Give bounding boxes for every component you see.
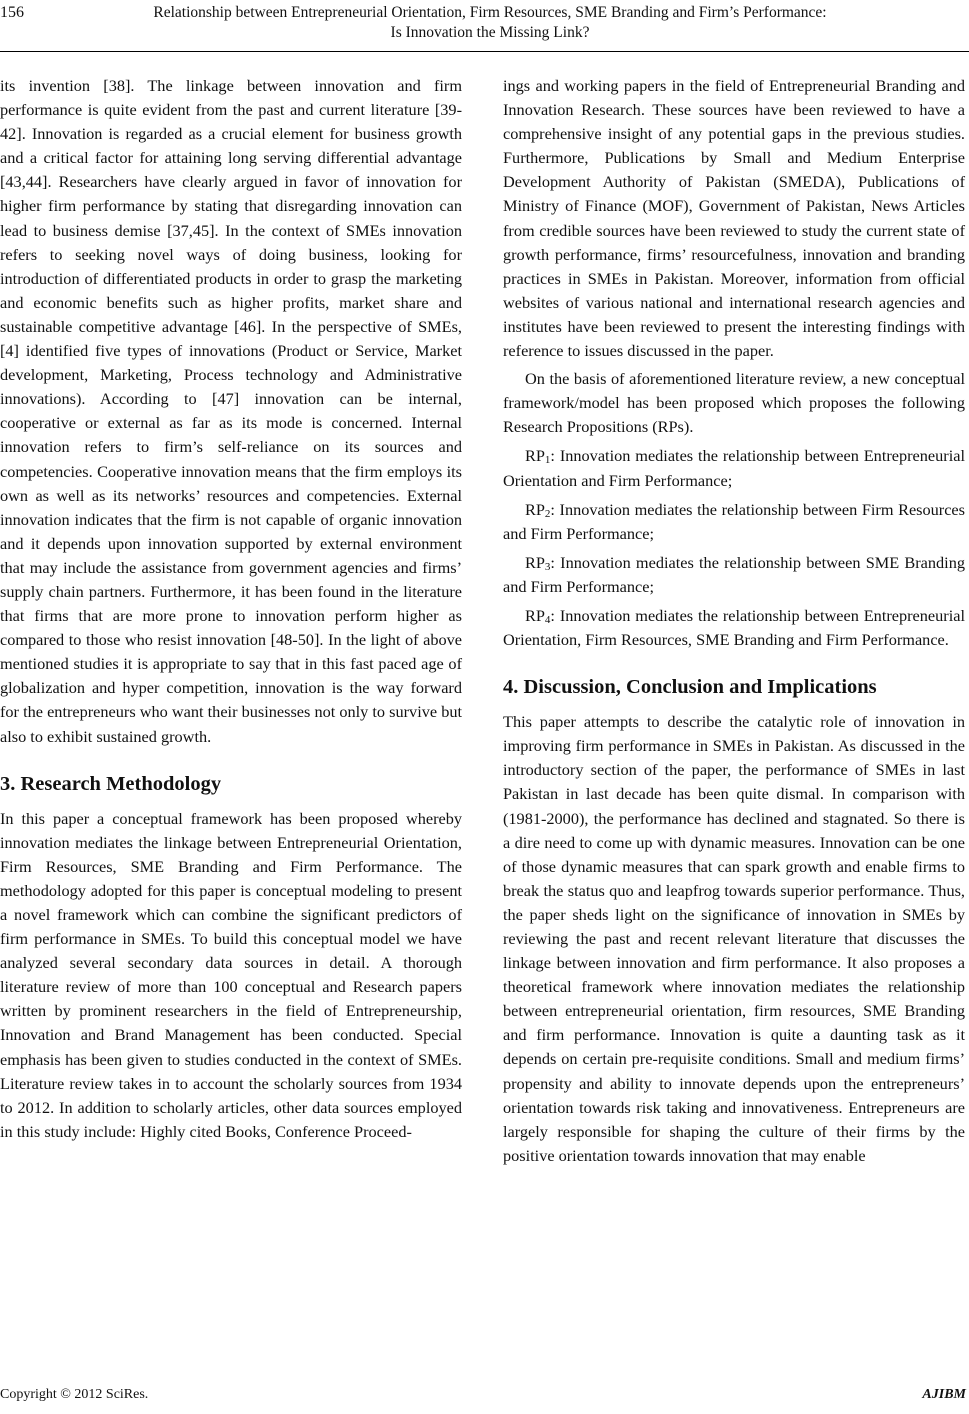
rp-text: : Innovation mediates the relationship between Firm Resources and Firm Performance;: [503, 499, 965, 543]
paragraph: its invention [38]. The linkage between innovation and firm performance is quite evident from the past and current literature [39-42]. Innovation is regarded as a crucial element for business growth and a critical factor for attaining long serving differential advantage [43,44]. Researchers have clearly argued in favor of innovation for higher firm performance by stating that disregarding innovation can lead to business demise [37,45]. In the context of SMEs innovation refers to seeking novel ways of doing business, looking for introduction of differentiated products in order to grasp the marketing and economic benefits such as higher profits, market share and sustainable competitive advantage [46]. In the perspective of SMEs, [4] identified five types of innovations (Product or Service, Market development, Marketing, Process technology and Administrative innovations). According to [47] innovation can be internal, cooperative or external as far as its mode is concerned. Internal innovation refers to firm’s self-reliance on its sources and competencies. Cooperative innovation means that the firm employs its own as well as its networks’ resources and competencies. External innovation indicates that the firm is not capable of organic innovation and it depends upon innovation supported by external environment that may include the assistance from government agencies and firms’ supply chain partners. Furthermore, it has been found in the literature that firms that are more prone to innovation perform higher as compared to those who resist innovation [48-50]. In the light of above mentioned studies it is appropriate to say that in this fast paced age of globalization and hyper competition, innovation is the way forward for the entrepreneurs who want their businesses not only to survive but also to exhibit sustained growth.: [0, 76, 462, 746]
rp-subscript: 4: [544, 613, 551, 626]
page-number: 156: [0, 4, 24, 21]
rp-label: RP: [525, 605, 545, 625]
rp-subscript: 3: [544, 560, 551, 573]
copyright-notice: Copyright © 2012 SciRes.: [0, 1387, 149, 1402]
journal-abbreviation: AJIBM: [922, 1387, 966, 1402]
page-footer: [0, 1387, 969, 1409]
rp-label: RP: [525, 552, 545, 572]
rp-subscript: 1: [544, 454, 551, 467]
running-title-line-1: Relationship between Entrepreneurial Orientation, Firm Resources, SME Branding and Firm’s Performance:: [153, 4, 827, 21]
rp-subscript: 2: [544, 507, 551, 520]
rp-text: : Innovation mediates the relationship between Entrepreneurial Orientation, Firm Resources, SME Branding and Firm Performance.: [503, 605, 965, 650]
paragraph: ings and working papers in the field of Entrepreneurial Branding and Innovation Research. These sources have been reviewed to have a comprehensive insight of any potential gaps in the previous studies. Furthermore, Publications by Small and Medium Enterprise Development Authority of Pakistan (SMEDA), Publications of Ministry of Finance (MOF), Government of Pakistan, News Articles from credible sources have been reviewed to study the current state of growth performance, firms’ resourcefulness, innovation and branding practices in SMEs in Pakistan. Moreover, information from official websites of various national and international research agencies and institutes have been reviewed to present the interesting findings with reference to issues discussed in the paper.: [503, 76, 965, 361]
research-proposition-3: [503, 551, 965, 599]
rp-label: RP: [525, 499, 545, 519]
running-title-line-2: Is Innovation the Missing Link?: [390, 24, 590, 41]
rp-label: RP: [525, 446, 545, 466]
left-column: [0, 74, 462, 1144]
section-heading-research-methodology: 3. Research Methodology: [0, 772, 222, 795]
page-header: [0, 0, 969, 54]
right-column: [503, 74, 965, 1168]
rp-text: : Innovation mediates the relationship between Entrepreneurial Orientation and Firm Performance;: [503, 446, 965, 490]
paragraph: This paper attempts to describe the catalytic role of innovation in improving firm performance in SMEs in Pakistan. As discussed in the introductory section of the paper, the performance of SMEs in last Pakistan in last decade has been quite dismal. In comparison with (1981-2000), the performance has declined and stagnated. So there is a dire need to come up with dynamic measures. Innovation can be one of those dynamic measures that can spark growth and enable firms to break the status quo and leapfrog towards superior performance. Thus, the paper sheds light on the significance of innovation in SMEs by reviewing the past and recent relevant literature that discusses the linkage between innovation and firm performance. It also proposes a theoretical framework where innovation mediates the relationship between entrepreneurial orientation, firm resources, SME Branding and firm performance. Innovation is quite a daunting task as it depends on certain pre-requisite conditions. Small and medium firms’ propensity and ability to innovate depends upon the entrepreneurs’ orientation towards risk taking and innovativeness. Entrepreneurs are largely responsible for shaping the culture of their firms by the positive orientation towards innovation that may enable: [503, 712, 965, 1165]
section-heading-discussion: 4. Discussion, Conclusion and Implications: [503, 676, 877, 699]
research-proposition-1: [503, 444, 965, 492]
paragraph: On the basis of aforementioned literature review, a new conceptual framework/model has been proposed which proposes the following Research Propositions (RPs).: [503, 369, 965, 437]
running-title: [70, 3, 910, 43]
research-proposition-4: [503, 604, 965, 652]
rp-text: : Innovation mediates the relationship between SME Branding and Firm Performance;: [503, 552, 965, 596]
paragraph: In this paper a conceptual framework has been proposed whereby innovation mediates the linkage between Entrepreneurial Orientation, Firm Resources, SME Branding and Firm Performance. The methodology adopted for this paper is conceptual modeling to present a novel framework which can combine the significant predictors of firm performance in SMEs. To build this conceptual model we have analyzed several secondary data sources in detail. A thorough literature review of more than 100 conceptual and Research papers written by prominent researchers in the field of Entrepreneurship, Innovation and Brand Management has been conducted. Special emphasis has been given to studies conducted in the context of SMEs. Literature review takes in to account the scholarly sources from 1934 to 2012. In addition to scholarly articles, other data sources employed in this study include: Highly cited Books, Conference Proceed-: [0, 808, 462, 1141]
header-rule: [0, 51, 969, 52]
research-proposition-2: [503, 498, 965, 546]
